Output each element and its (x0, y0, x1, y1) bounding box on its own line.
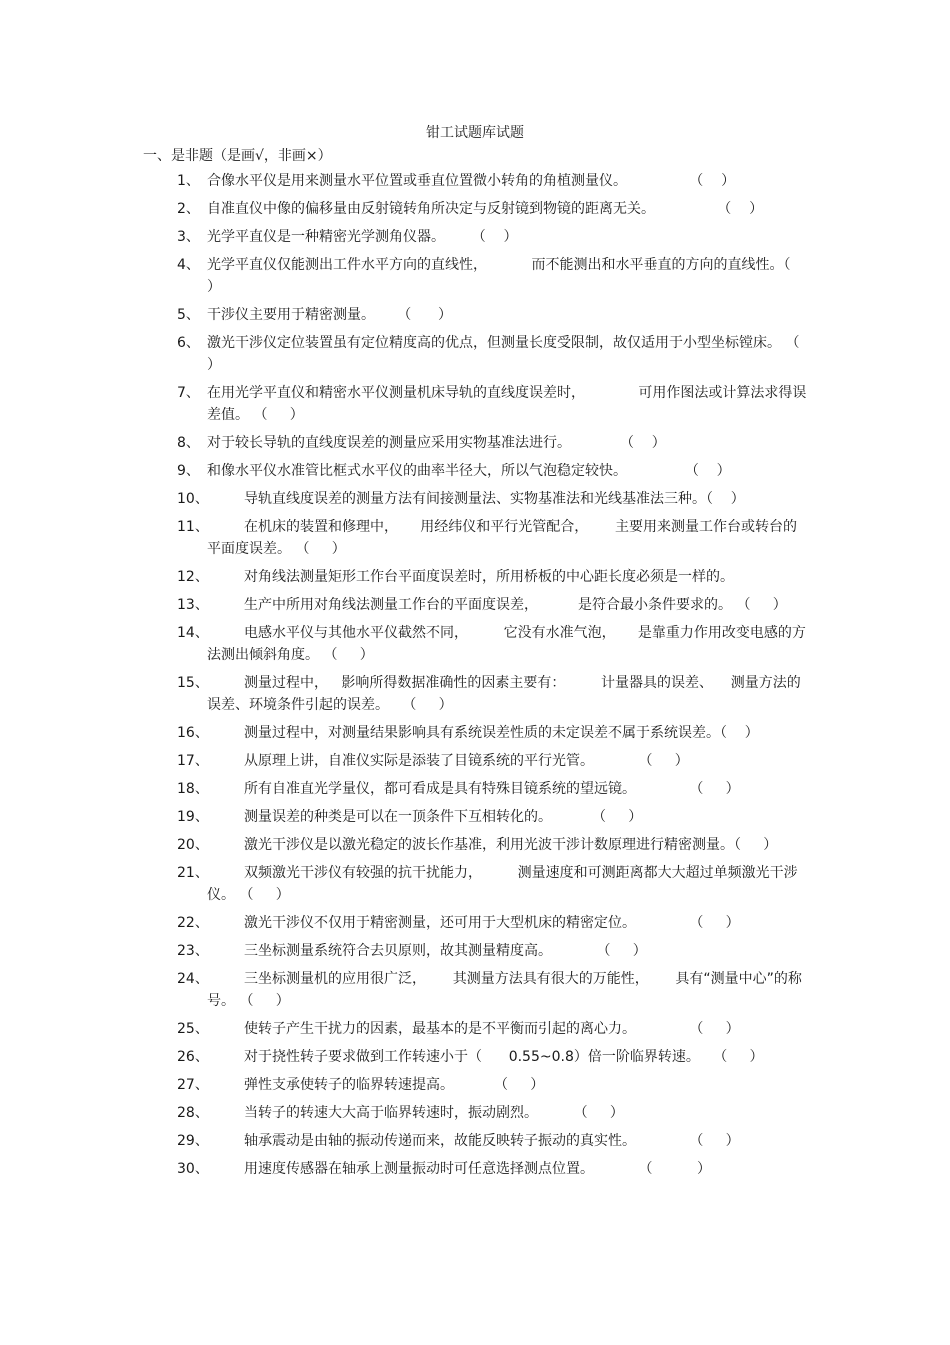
question-number: 5、 (177, 307, 200, 323)
question-item (0, 912, 950, 934)
question-number: 29、 (177, 1133, 209, 1149)
question-text: 对角线法测量矩形工作台平面度误差时，所用桥板的中心距长度必须是一样的。 (244, 569, 734, 585)
question-number: 8、 (177, 435, 200, 451)
question-item (0, 622, 950, 666)
question-number: 15、 (177, 675, 209, 691)
question-item (0, 226, 950, 248)
question-text: 弹性支承使转子的临界转速提高。 （ ） (244, 1077, 545, 1093)
question-item (0, 834, 950, 856)
question-number: 4、 (177, 257, 200, 273)
question-text: 导轨直线度误差的测量方法有间接测量法、实物基准法和光线基准法三种。（ ） (244, 491, 745, 507)
question-number: 10、 (177, 491, 209, 507)
question-text: 所有自准直光学量仪，都可看成是具有特殊目镜系统的望远镜。 （ ） (244, 781, 740, 797)
section-heading: 一、是非题（是画√，非画×） (143, 148, 332, 164)
question-text: 使转子产生干扰力的因素，最基本的是不平衡而引起的离心力。 （ ） (244, 1021, 740, 1037)
question-text: 激光干涉仪是以激光稳定的波长作基准，利用光波干涉计数原理进行精密测量。（ ） (244, 837, 778, 853)
question-item (0, 750, 950, 772)
question-item (0, 304, 950, 326)
question-item (0, 170, 950, 192)
question-number: 6、 (177, 335, 200, 351)
question-item (0, 332, 950, 376)
question-number: 27、 (177, 1077, 209, 1093)
question-number: 23、 (177, 943, 209, 959)
question-item (0, 722, 950, 744)
question-item (0, 778, 950, 800)
question-number: 3、 (177, 229, 200, 245)
document-title: 钳工试题库试题 (426, 125, 524, 141)
question-item (0, 254, 950, 298)
question-text: 光学平直仪仅能测出工件水平方向的直线性， 而不能测出和水平垂直的方向的直线性。（ ） (207, 257, 809, 295)
question-text: 自准直仪中像的偏移量由反射镜转角所决定与反射镜到物镜的距离无关。 （ ） (207, 201, 764, 217)
question-text: 在用光学平直仪和精密水平仪测量机床导轨的直线度误差时， 可用作图法或计算法求得误差值。 （ ） (207, 385, 807, 423)
question-item (0, 1074, 950, 1096)
question-list (0, 170, 950, 1186)
question-item (0, 1046, 950, 1068)
question-text: 三坐标测量系统符合去贝原则，故其测量精度高。 （ ） (244, 943, 647, 959)
question-number: 7、 (177, 385, 200, 401)
question-number: 14、 (177, 625, 209, 641)
question-number: 9、 (177, 463, 200, 479)
question-item (0, 198, 950, 220)
question-number: 21、 (177, 865, 209, 881)
question-item (0, 460, 950, 482)
question-item (0, 1158, 950, 1180)
question-number: 24、 (177, 971, 209, 987)
question-text: 测量误差的种类是可以在一顶条件下互相转化的。 （ ） (244, 809, 643, 825)
question-number: 1、 (177, 173, 200, 189)
question-number: 13、 (177, 597, 209, 613)
question-number: 16、 (177, 725, 209, 741)
question-text: 用速度传感器在轴承上测量振动时可任意选择测点位置。 （ ） (244, 1161, 712, 1177)
question-number: 2、 (177, 201, 200, 217)
question-number: 25、 (177, 1021, 209, 1037)
question-text: 当转子的转速大大高于临界转速时，振动剧烈。 （ ） (244, 1105, 624, 1121)
question-text: 激光干涉仪不仅用于精密测量，还可用于大型机床的精密定位。 （ ） (244, 915, 740, 931)
question-number: 12、 (177, 569, 209, 585)
question-item (0, 806, 950, 828)
question-number: 26、 (177, 1049, 209, 1065)
question-item (0, 566, 950, 588)
question-text: 生产中所用对角线法测量工作台的平面度误差， 是符合最小条件要求的。 （ ） (244, 597, 787, 613)
question-item (0, 488, 950, 510)
question-text: 对于挠性转子要求做到工作转速小于（ 0.55~0.8）倍一阶临界转速。 （ ） (244, 1049, 764, 1065)
question-text: 和像水平仪水准管比框式水平仪的曲率半径大，所以气泡稳定较快。 （ ） (207, 463, 731, 479)
question-text: 对于较长导轨的直线度误差的测量应采用实物基准法进行。 （ ） (207, 435, 666, 451)
question-number: 19、 (177, 809, 209, 825)
question-text: 测量过程中，对测量结果影响具有系统误差性质的未定误差不属于系统误差。（ ） (244, 725, 759, 741)
question-number: 30、 (177, 1161, 209, 1177)
question-number: 28、 (177, 1105, 209, 1121)
question-text: 合像水平仪是用来测量水平位置或垂直位置微小转角的角植测量仪。 （ ） (207, 173, 736, 189)
question-item (0, 940, 950, 962)
question-text: 从原理上讲，自准仪实际是添装了目镜系统的平行光管。 （ ） (244, 753, 689, 769)
question-item (0, 1102, 950, 1124)
question-item (0, 1018, 950, 1040)
question-text: 测量过程中， 影响所得数据准确性的因素主要有： 计量器具的误差、 测量方法的误差、环境条件引起的误差。 （ ） (207, 675, 801, 713)
question-text: 干涉仪主要用于精密测量。 （ ） (207, 307, 452, 323)
question-item (0, 968, 950, 1012)
question-text: 双频激光干涉仪有较强的抗干扰能力， 测量速度和可测距离都大大超过单频激光干涉仪。 （ ） (207, 865, 798, 903)
question-number: 17、 (177, 753, 209, 769)
question-item (0, 672, 950, 716)
question-item (0, 594, 950, 616)
question-number: 20、 (177, 837, 209, 853)
question-text: 激光干涉仪定位装置虽有定位精度高的优点，但测量长度受限制，故仅适用于小型坐标镗床。 （ ） (207, 335, 827, 373)
question-text: 电感水平仪与其他水平仪截然不同， 它没有水准气泡， 是靠重力作用改变电感的方法测出倾斜角度。 （ ） (207, 625, 806, 663)
question-number: 11、 (177, 519, 209, 535)
question-number: 22、 (177, 915, 209, 931)
question-text: 轴承震动是由轴的振动传递而来，故能反映转子振动的真实性。 （ ） (244, 1133, 740, 1149)
question-number: 18、 (177, 781, 209, 797)
question-item (0, 1130, 950, 1152)
question-item (0, 432, 950, 454)
question-text: 光学平直仪是一种精密光学测角仪器。 （ ） (207, 229, 518, 245)
question-item (0, 516, 950, 560)
question-text: 三坐标测量机的应用很广泛， 其测量方法具有很大的万能性， 具有“测量中心”的称号。 （ ） (207, 971, 802, 1009)
question-item (0, 862, 950, 906)
question-item (0, 382, 950, 426)
question-text: 在机床的装置和修理中， 用经纬仪和平行光管配合， 主要用来测量工作台或转台的平面度误差。 （ ） (207, 519, 797, 557)
